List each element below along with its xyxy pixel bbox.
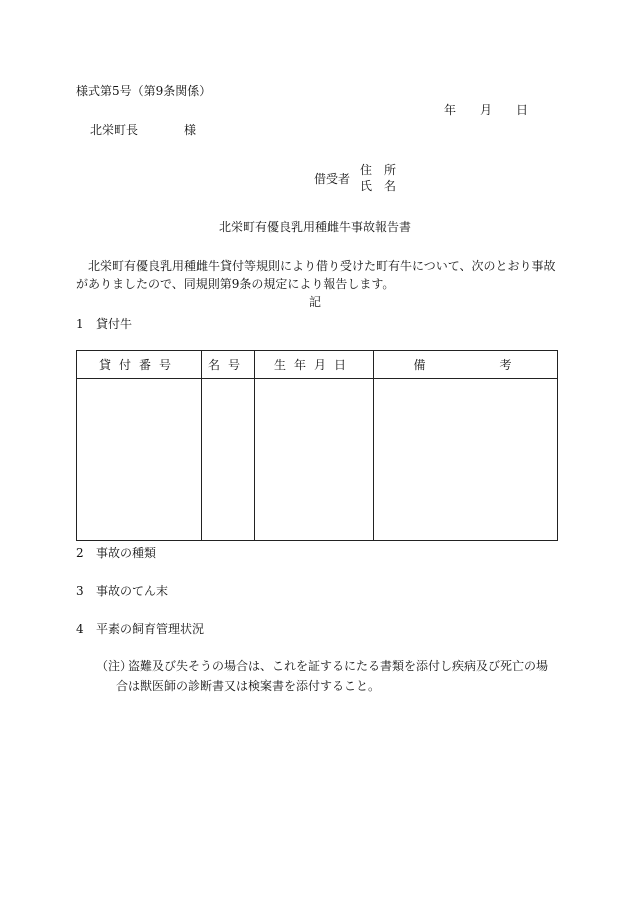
date-month: 月	[480, 103, 493, 117]
cell-remarks	[374, 379, 558, 541]
section-3-label: 事故のてん末	[96, 584, 169, 598]
header-loan-number: 貸付番号	[77, 351, 202, 379]
borrower-fields	[360, 162, 396, 194]
section-3-number: 3	[76, 584, 84, 598]
borrower-label: 借受者	[314, 172, 351, 186]
note-mark: （注）	[96, 659, 133, 673]
header-remarks	[374, 351, 558, 379]
document-title: 北栄町有優良乳用種雌牛事故報告書	[218, 220, 411, 234]
section-2-number: 2	[76, 546, 84, 560]
section-4	[76, 621, 204, 637]
date-year: 年	[444, 103, 457, 117]
note	[96, 656, 566, 696]
note-line-2: 合は獣医師の診断書又は検案書を添付すること。	[116, 679, 381, 693]
section-3	[76, 583, 168, 599]
table-header-row	[77, 351, 558, 379]
header-name: 名号	[202, 351, 255, 379]
section-1-label: 貸付牛	[96, 317, 133, 331]
form-number: 様式第5号（第9条関係）	[76, 84, 212, 98]
table-row	[77, 379, 558, 541]
section-1	[76, 316, 132, 332]
cell-name	[202, 379, 255, 541]
loan-cattle-table	[76, 350, 558, 541]
ki-marker: 記	[308, 295, 321, 309]
section-4-label: 平素の飼育管理状況	[96, 622, 205, 636]
borrower-name-label: 氏 名	[360, 179, 397, 193]
cell-loan-number	[77, 379, 202, 541]
addressee	[90, 122, 196, 138]
header-birthdate: 生年月日	[255, 351, 374, 379]
section-1-number: 1	[76, 317, 84, 331]
header-remarks-1: 備	[413, 358, 434, 372]
date-line	[444, 102, 528, 118]
addressee-honorific: 様	[184, 123, 197, 137]
section-2-label: 事故の種類	[96, 546, 157, 560]
cell-birthdate	[255, 379, 374, 541]
borrower-address-label: 住 所	[360, 163, 397, 177]
section-4-number: 4	[76, 622, 84, 636]
header-remarks-2: 考	[499, 358, 520, 372]
addressee-name: 北栄町長	[90, 123, 139, 137]
section-2	[76, 545, 156, 561]
body-text: 北栄町有優良乳用種雌牛貸付等規則により借り受けた町有牛について、次のとおり事故がありましたので、同規則第9条の規定により報告します。	[76, 259, 556, 291]
note-line-1: 盗難及び失そうの場合は、これを証するにたる書類を添付し疾病及び死亡の場	[128, 659, 549, 673]
date-day: 日	[516, 103, 529, 117]
